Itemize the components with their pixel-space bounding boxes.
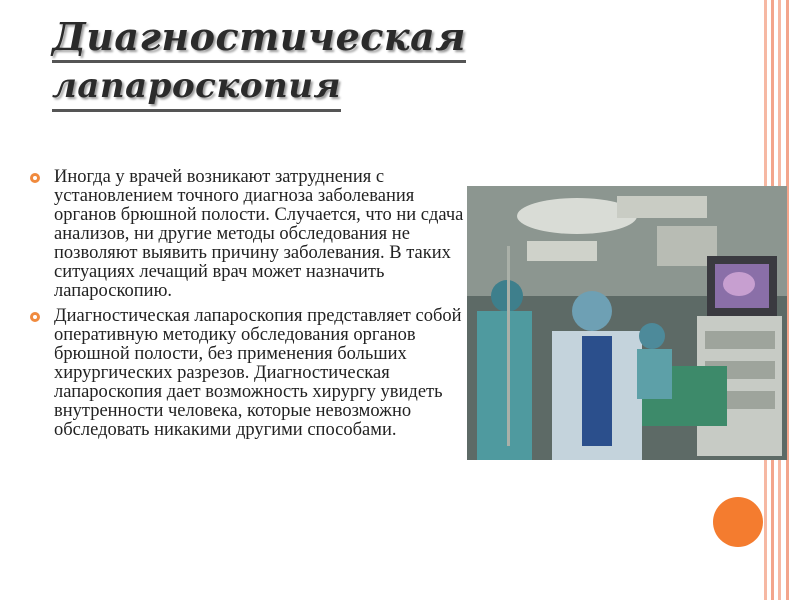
title-line-1: Диагностическая bbox=[52, 14, 466, 63]
bullet-item bbox=[30, 307, 468, 440]
bullet-text: Диагностическая лапароскопия представляет собой оперативную методику обследования органов брюшной полости, без применения больших хирургических разрезов. Диагностическая лапароскопия дает возможность хирургу увидеть внутренности человека, которые невозможно обследовать никакими другими способами. bbox=[54, 306, 462, 440]
bullet-list bbox=[30, 168, 468, 446]
bullet-icon bbox=[30, 173, 40, 183]
slide-title bbox=[52, 14, 466, 112]
bullet-icon bbox=[30, 312, 40, 322]
operating-room-illustration bbox=[467, 186, 787, 460]
decorative-orange-circle bbox=[713, 497, 763, 547]
title-line-2: лапароскопия bbox=[52, 63, 341, 112]
operating-room-photo bbox=[467, 186, 787, 460]
bullet-item bbox=[30, 168, 468, 301]
bullet-text: Иногда у врачей возникают затруднения с установлением точного диагноза заболевания органов брюшной полости. Случается, что ни сдача анализов, ни другие методы обследования не позволяют выявить причину заболевания. В таких ситуациях лечащий врач может назначить лапароскопию. bbox=[54, 167, 464, 301]
